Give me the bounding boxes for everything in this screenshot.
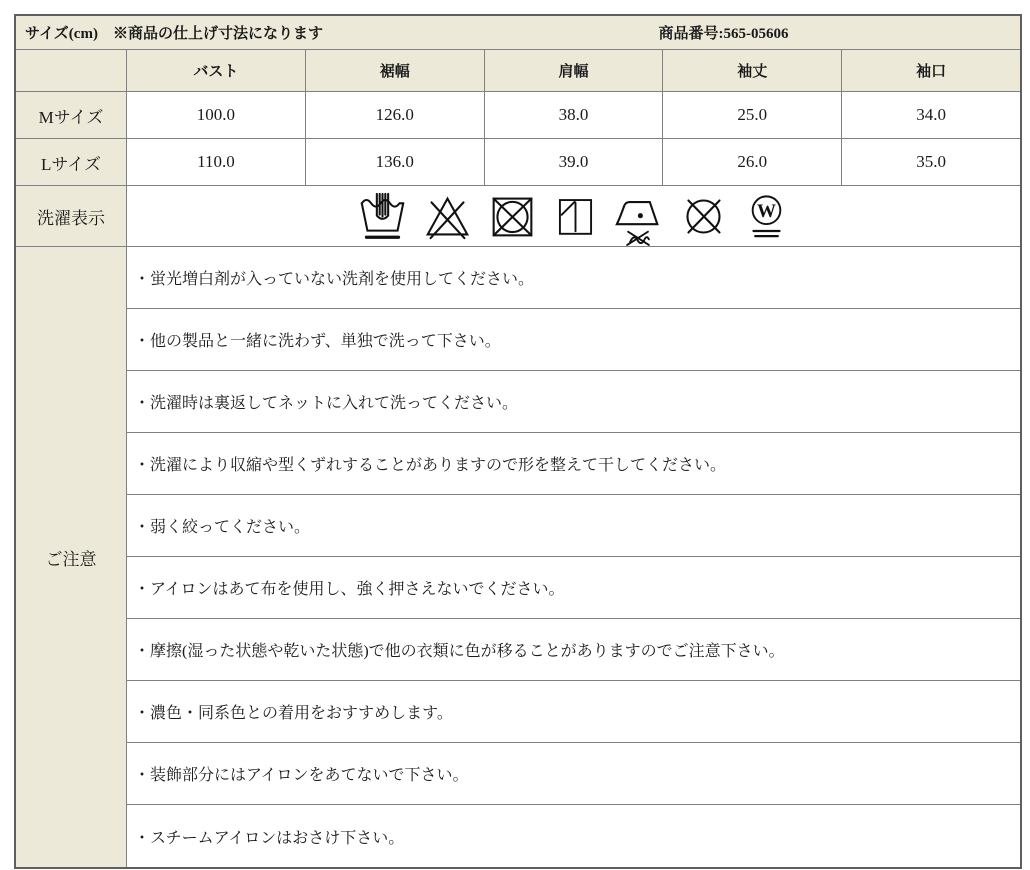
notes-list (127, 247, 1020, 867)
l-bust-value: 110.0 (127, 139, 306, 185)
note-item: ・スチームアイロンはおさけ下さい。 (127, 805, 1020, 867)
m-cuff-value: 34.0 (842, 92, 1020, 138)
corner-cell (16, 50, 127, 91)
note-item: ・濃色・同系色との着用をおすすめします。 (127, 681, 1020, 743)
product-size-chart (14, 14, 1022, 869)
note-item: ・洗濯時は裏返してネットに入れて洗ってください。 (127, 371, 1020, 433)
do-not-dry-clean-icon (679, 190, 728, 243)
table-row-l-size (16, 139, 1020, 186)
column-header-cuff: 袖口 (842, 50, 1020, 91)
do-not-tumble-dry-icon (488, 190, 537, 243)
do-not-bleach-icon (423, 190, 472, 243)
size-unit-label: サイズ(cm) ※商品の仕上げ寸法になります (25, 26, 323, 42)
iron-low-no-steam-icon (614, 190, 663, 249)
note-item: ・洗濯により収縮や型くずれすることがありますので形を整えて干してください。 (127, 433, 1020, 495)
note-item: ・装飾部分にはアイロンをあてないで下さい。 (127, 743, 1020, 805)
note-item: ・蛍光増白剤が入っていない洗剤を使用してください。 (127, 247, 1020, 309)
table-row-m-size (16, 92, 1020, 139)
column-header-sleeve-length: 袖丈 (663, 50, 842, 91)
note-item: ・他の製品と一緒に洗わず、単独で洗って下さい。 (127, 309, 1020, 371)
wet-clean-gentle-icon (744, 190, 789, 246)
hand-wash-gentle-icon (358, 190, 407, 243)
note-item: ・摩擦(湿った状態や乾いた状態)で他の衣類に色が移ることがありますのでご注意下さい。 (127, 619, 1020, 681)
care-symbols-cell (127, 186, 1020, 246)
l-hem-value: 136.0 (306, 139, 485, 185)
m-bust-value: 100.0 (127, 92, 306, 138)
notes-label: ご注意 (16, 247, 127, 867)
l-sleeve-value: 26.0 (663, 139, 842, 185)
line-dry-in-shade-icon (553, 190, 598, 243)
note-item: ・弱く絞ってください。 (127, 495, 1020, 557)
notes-section (16, 247, 1020, 867)
column-header-shoulder-width: 肩幅 (485, 50, 664, 91)
m-hem-value: 126.0 (306, 92, 485, 138)
column-header-bust: バスト (127, 50, 306, 91)
row-label-m-size: Mサイズ (16, 92, 127, 138)
column-header-hem-width: 裾幅 (306, 50, 485, 91)
row-label-l-size: Lサイズ (16, 139, 127, 185)
l-cuff-value: 35.0 (842, 139, 1020, 185)
m-sleeve-value: 25.0 (663, 92, 842, 138)
header-row (16, 16, 1020, 50)
care-symbols-row (16, 186, 1020, 247)
product-number: 商品番号:565-05606 (658, 26, 789, 42)
care-symbols-label: 洗濯表示 (16, 186, 127, 246)
m-shoulder-value: 38.0 (485, 92, 664, 138)
svg-text:W: W (756, 201, 777, 223)
size-table-header-row (16, 50, 1020, 92)
l-shoulder-value: 39.0 (485, 139, 664, 185)
note-item: ・アイロンはあて布を使用し、強く押さえないでください。 (127, 557, 1020, 619)
